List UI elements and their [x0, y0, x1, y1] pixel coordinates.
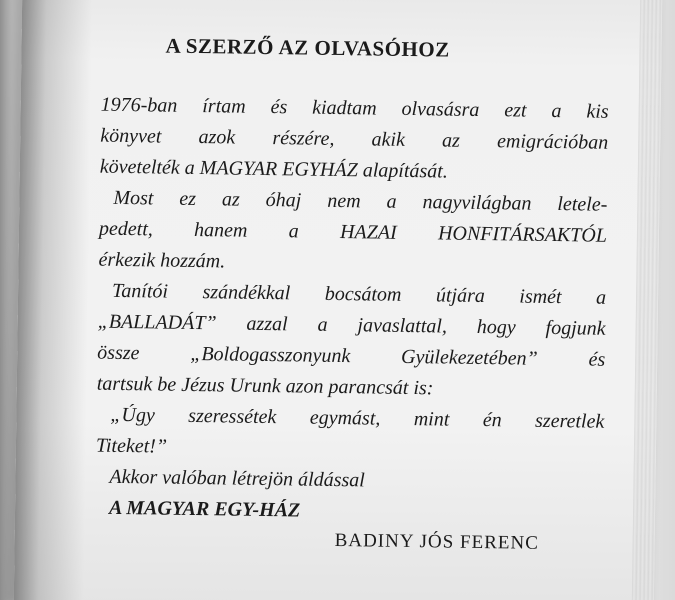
book-gutter-shadow: [14, 0, 93, 600]
body-line: „BALLADÁT” azzal a javaslattal, hogy fogjunk: [97, 310, 606, 340]
body-line: érkezik hozzám.: [98, 248, 226, 273]
body-line: követelték a MAGYAR EGYHÁZ alapítását.: [99, 155, 448, 183]
page-title: A SZERZŐ AZ OLVASÓHOZ: [165, 33, 450, 62]
body-line: tartsuk be Jézus Urunk azon parancsát is:: [96, 372, 434, 400]
body-line: pedett, hanem a HAZAI HONFITÁRSAKTÓL: [98, 217, 608, 247]
book-page: [14, 0, 663, 600]
body-line: össze „Boldogasszonyunk Gyülekezetében” és: [97, 341, 606, 371]
body-line: 1976-ban írtam és kiadtam olvasásra ezt a kis: [100, 93, 609, 123]
quote-line: Titeket!”: [95, 434, 168, 458]
author-signature: BADINY JÓS FERENC: [334, 529, 539, 554]
body-line: könyvet azok részére, akik az emigrációban: [100, 124, 609, 154]
page-content: [95, 17, 622, 554]
page-stack-edge: [632, 0, 663, 600]
body-line: Akkor valóban létrejön áldással: [109, 465, 365, 492]
body-line: Tanítói szándékkal bocsátom útjára ismét a: [111, 279, 607, 309]
quote-line: „Úgy szeressétek egymást, mint én szeretlek: [110, 403, 605, 433]
closing-line: A MAGYAR EGY-HÁZ: [108, 496, 301, 522]
body-line: Most ez az óhaj nem a nagyvilágban letele-: [113, 186, 608, 216]
